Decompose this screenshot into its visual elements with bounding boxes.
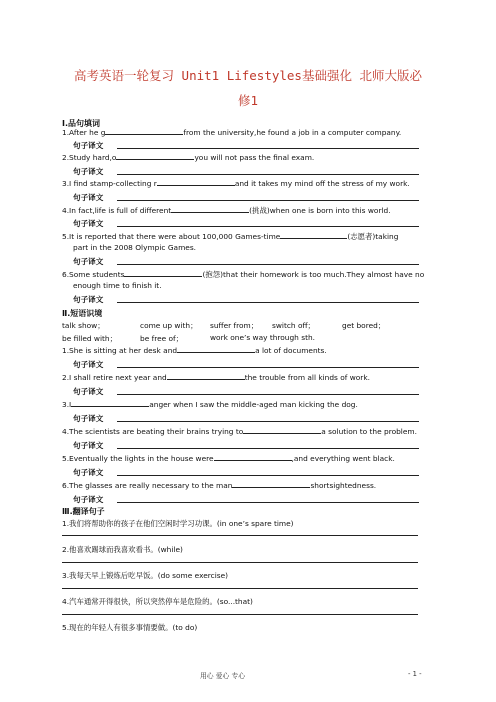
s1-translation-5[interactable]: 句子译文	[73, 256, 419, 266]
s1-item-4: 4.In fact,life is full of different (挑战)when one is born into this world.	[62, 206, 391, 215]
document-title-line1: 高考英语一轮复习 Unit1 Lifestyles基础强化 北师大版必	[74, 68, 422, 83]
answer-blank[interactable]	[116, 153, 194, 160]
s2-translation-6[interactable]: 句子译文	[73, 494, 419, 504]
phrase-option: be free of；	[140, 334, 184, 343]
s2-item-2: 2.I shall retire next year and the trouble from all kinds of work.	[62, 373, 370, 382]
s2-item-6: 6.The glasses are really necessary to the man shortsightedness.	[62, 481, 377, 490]
phrase-option: switch off；	[272, 321, 315, 330]
section1-heading: Ⅰ.品句填词	[62, 119, 101, 128]
answer-blank[interactable]	[214, 454, 292, 461]
answer-line[interactable]	[62, 535, 418, 536]
s3-item-1: 1.我们将帮助你的孩子在他们空闲时学习功课。(in one’s spare time)	[62, 519, 294, 528]
s2-item-4: 4.The scientists are beating their brains trying to a solution to the problem.	[62, 427, 417, 436]
s2-item-3: 3.I anger when I saw the middle-aged man kicking the dog.	[62, 400, 358, 409]
s2-translation-2[interactable]: 句子译文	[73, 386, 419, 396]
s3-item-5: 5.现在的年轻人有很多事情要做。(to do)	[62, 623, 198, 632]
answer-line[interactable]	[62, 562, 418, 563]
s1-item-2: 2.Study hard,o you will not pass the final exam.	[62, 153, 315, 162]
s1-translation-3[interactable]: 句子译文	[73, 192, 419, 202]
document-title-line2: 修1	[237, 93, 259, 108]
s1-translation-1[interactable]: 句子译文	[73, 140, 419, 150]
s1-item-5: 5.It is reported that there were about 100,000 Games-time (志愿者)taking	[62, 232, 399, 241]
answer-blank[interactable]	[280, 232, 347, 239]
phrase-option: talk show；	[62, 321, 105, 330]
s1-translation-6[interactable]: 句子译文	[73, 294, 419, 304]
s3-item-2: 2.他喜欢踢球而我喜欢看书。(while)	[62, 545, 183, 554]
answer-blank[interactable]	[71, 400, 149, 407]
section2-heading: Ⅱ.短语识境	[62, 309, 103, 318]
answer-blank[interactable]	[232, 481, 310, 488]
s1-item-3: 3.I find stamp-collecting r and it takes my mind off the stress of my work.	[62, 179, 410, 188]
s2-item-1: 1.She is sitting at her desk and a lot of documents.	[62, 346, 327, 355]
answer-line[interactable]	[62, 588, 418, 589]
phrase-option: come up with；	[140, 321, 198, 330]
phrase-option: work one’s way through sth.	[210, 333, 316, 342]
answer-blank[interactable]	[105, 128, 183, 135]
s1-item-1: 1.After he g from the university,he found a job in a computer company.	[62, 128, 402, 137]
answer-blank[interactable]	[171, 206, 249, 213]
phrase-option: be filled with；	[62, 334, 118, 343]
s2-translation-1[interactable]: 句子译文	[73, 359, 419, 369]
answer-line[interactable]	[62, 614, 418, 615]
s2-translation-5[interactable]: 句子译文	[73, 467, 419, 477]
s2-item-5: 5.Eventually the lights in the house were ,and everything went black.	[62, 454, 395, 463]
s1-item-5-cont: part in the 2008 Olympic Games.	[73, 243, 197, 252]
answer-blank[interactable]	[177, 346, 255, 353]
s2-translation-4[interactable]: 句子译文	[73, 440, 419, 450]
footer-motto: 用心 爱心 专心	[200, 672, 246, 680]
s1-item-6-cont: enough time to finish it.	[73, 281, 162, 290]
s3-item-4: 4.汽车通常开得很快，所以突然停车是危险的。(so...that)	[62, 597, 253, 606]
answer-blank[interactable]	[167, 373, 245, 380]
phrase-option: get bored；	[342, 321, 386, 330]
answer-blank[interactable]	[124, 270, 202, 277]
s1-translation-2[interactable]: 句子译文	[73, 166, 419, 176]
answer-blank[interactable]	[157, 179, 235, 186]
answer-blank[interactable]	[243, 427, 321, 434]
s1-translation-4[interactable]: 句子译文	[73, 218, 419, 228]
s3-item-3: 3.我每天早上锻炼后吃早饭。(do some exercise)	[62, 571, 229, 580]
s2-translation-3[interactable]: 句子译文	[73, 413, 419, 423]
page-number: - 1 -	[408, 670, 422, 678]
phrase-option: suffer from；	[210, 321, 259, 330]
s1-item-6: 6.Some students (抱怨)that their homework is too much.They almost have no	[62, 270, 425, 279]
section3-heading: Ⅲ.翻译句子	[62, 507, 105, 516]
